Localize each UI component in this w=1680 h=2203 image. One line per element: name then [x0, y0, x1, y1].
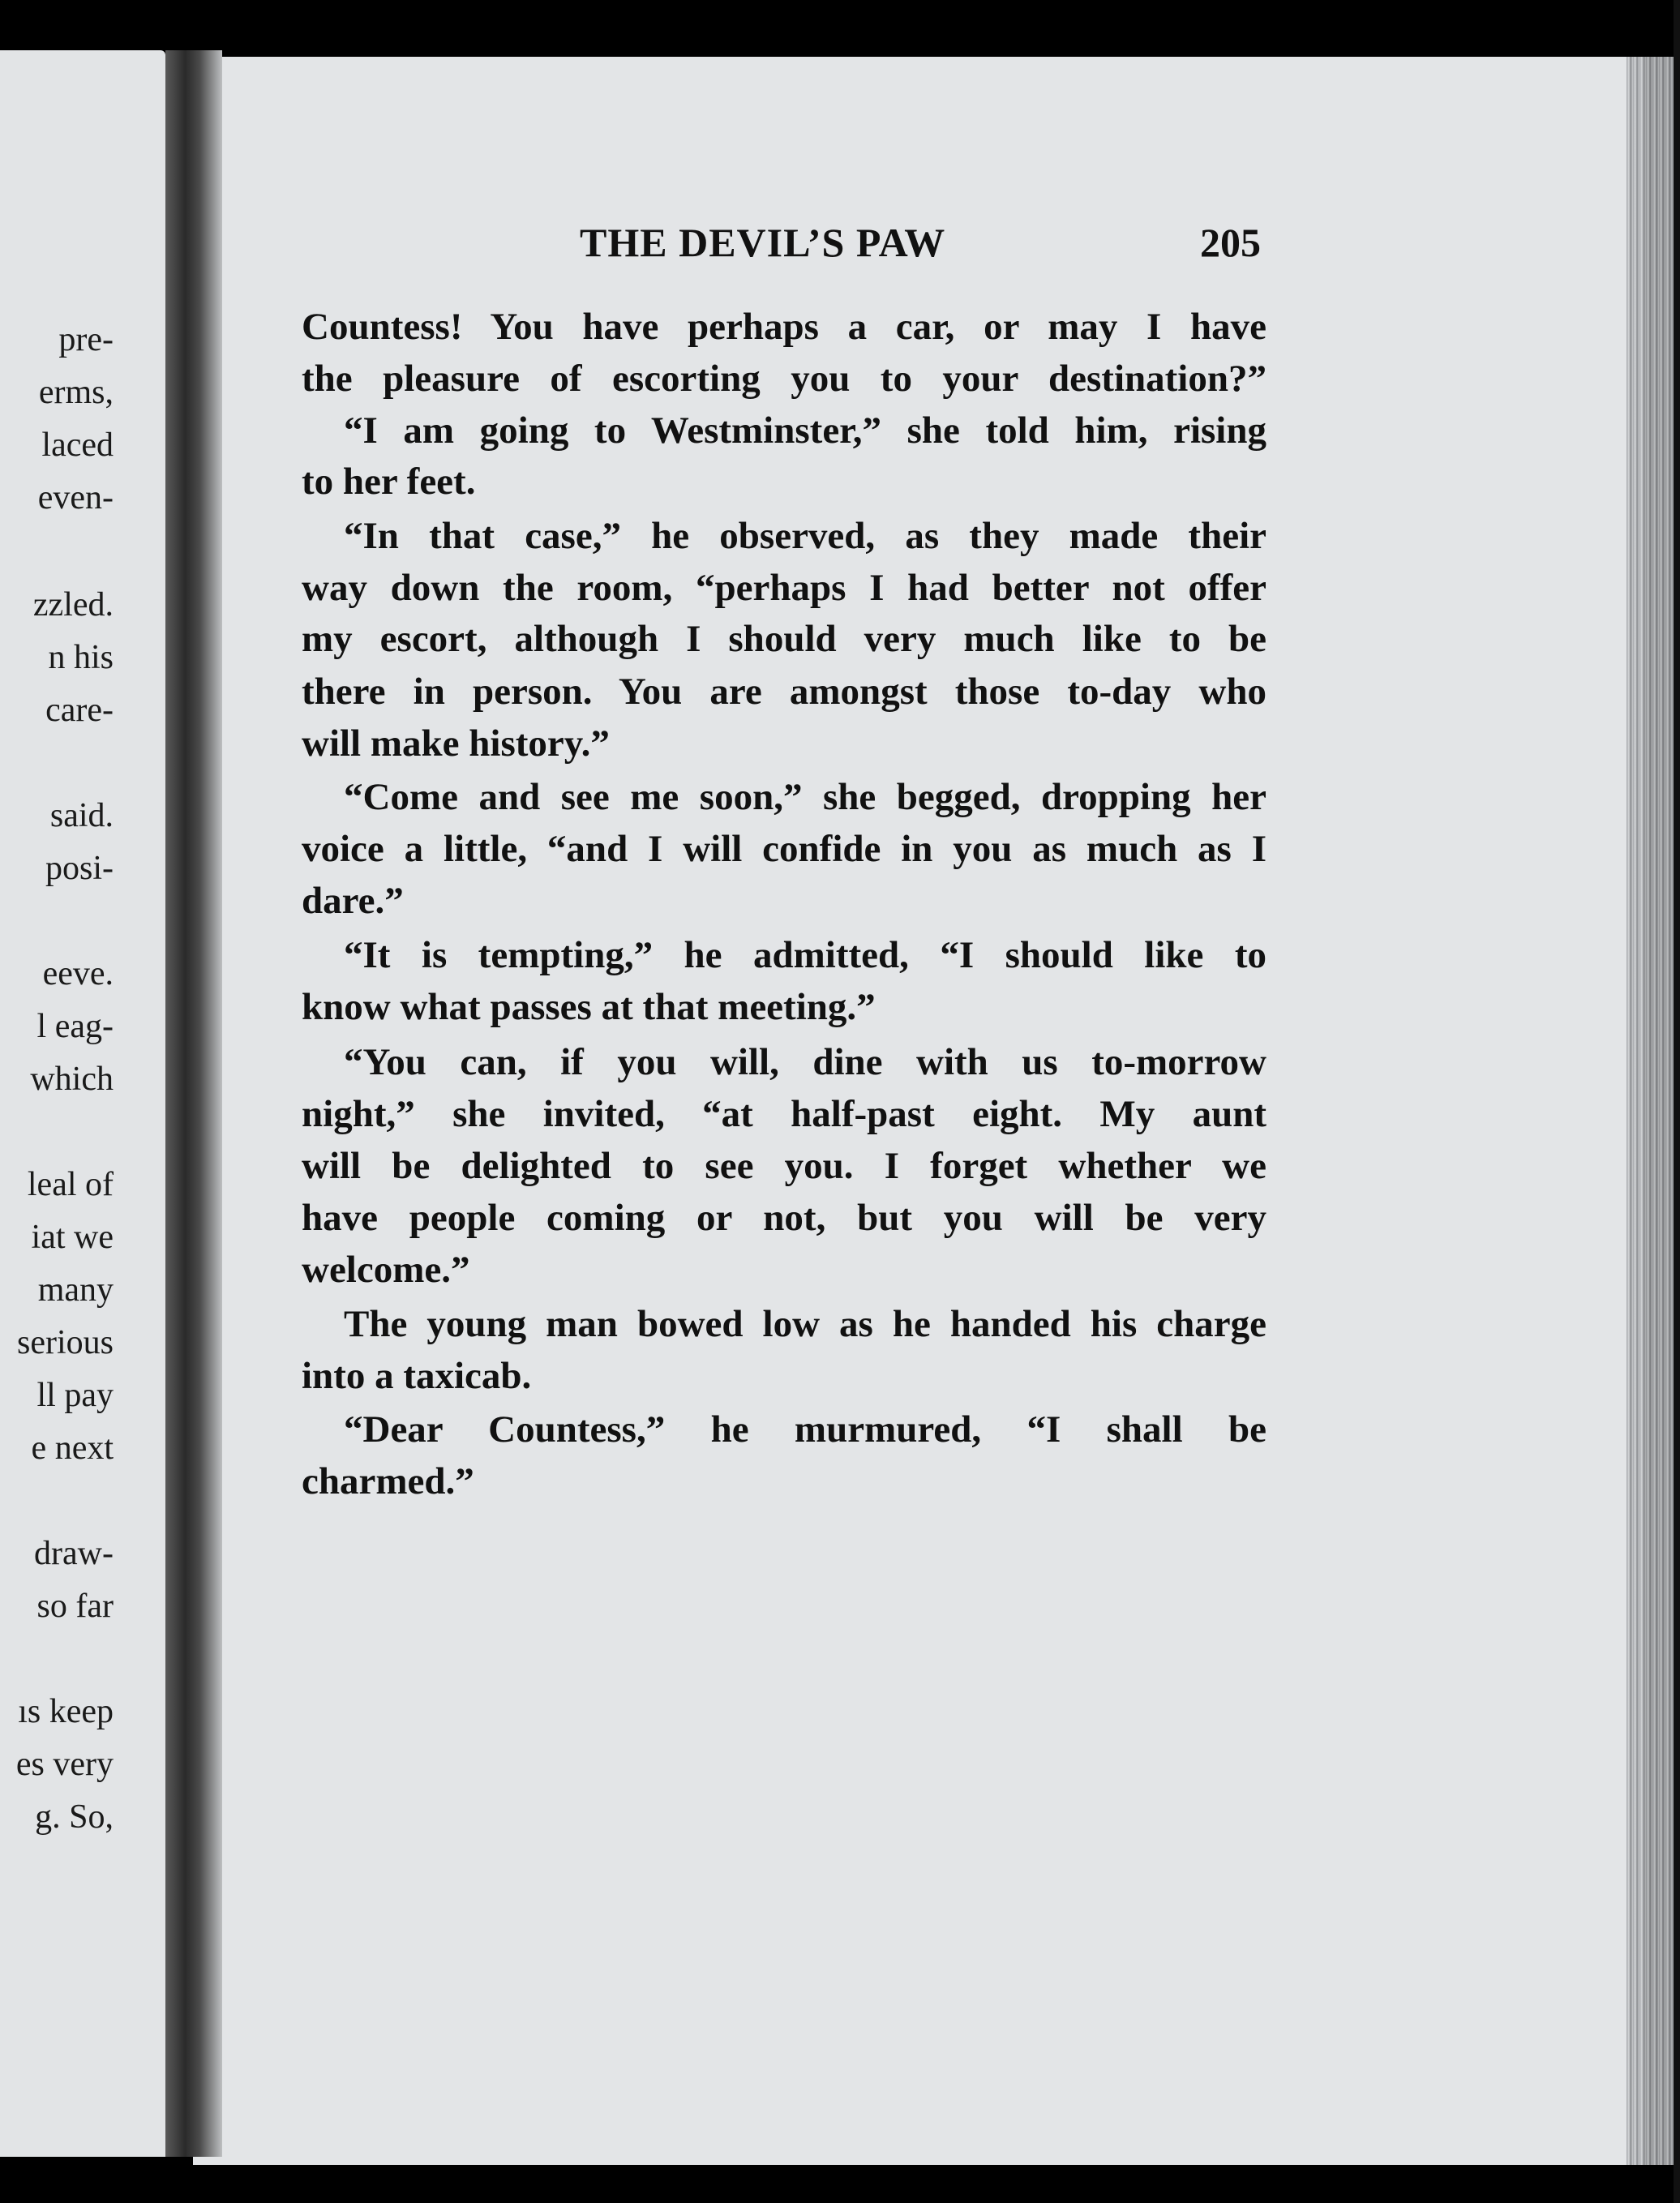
- previous-page-fragment: [0, 50, 165, 2157]
- text-line: way down the room, “perhaps I had better not offer: [302, 567, 1266, 609]
- text-line: “In that case,” he observed, as they made their: [344, 515, 1266, 557]
- previous-page-line: eeve.: [42, 955, 114, 992]
- previous-page-line: serious: [17, 1324, 114, 1361]
- text-line: “It is tempting,” he admitted, “I should like to: [344, 934, 1266, 976]
- text-line: to her feet.: [302, 461, 476, 503]
- scan-border: [1674, 0, 1680, 2203]
- previous-page-line: care-: [45, 692, 114, 729]
- text-line: “You can, if you will, dine with us to-morrow: [344, 1041, 1266, 1083]
- previous-page-line: n his: [48, 639, 114, 676]
- text-line: The young man bowed low as he handed his charge: [344, 1303, 1266, 1345]
- text-line: welcome.”: [302, 1249, 470, 1291]
- previous-page-line: laced: [41, 426, 114, 464]
- text-line: voice a little, “and I will confide in you as much as I: [302, 828, 1266, 870]
- text-line: “Dear Countess,” he murmured, “I shall be: [344, 1408, 1266, 1451]
- binding-gutter-shadow: [165, 50, 222, 2157]
- text-line: have people coming or not, but you will be very: [302, 1197, 1266, 1239]
- text-line: will make history.”: [302, 722, 610, 765]
- running-head: THE DEVIL’S PAW: [580, 220, 946, 265]
- previous-page-line: even-: [37, 479, 114, 516]
- previous-page-line: leal of: [27, 1166, 114, 1203]
- previous-page-line: many: [37, 1271, 114, 1309]
- previous-page-line: draw-: [34, 1535, 114, 1572]
- text-line: my escort, although I should very much like to be: [302, 618, 1266, 660]
- text-line: there in person. You are amongst those to-day who: [302, 671, 1266, 713]
- previous-page-line: zzled.: [32, 586, 114, 624]
- previous-page-line: so far: [36, 1588, 114, 1625]
- page-stack-edge: [1626, 57, 1680, 2165]
- text-line: “I am going to Westminster,” she told him, rising: [344, 409, 1266, 452]
- previous-page-line: ll pay: [36, 1377, 114, 1414]
- text-line: the pleasure of escorting you to your destination?”: [302, 358, 1266, 400]
- previous-page-line: es very: [15, 1746, 114, 1783]
- previous-page-line: erms,: [38, 374, 114, 411]
- previous-page-line: ıs keep: [18, 1693, 114, 1730]
- text-line: dare.”: [302, 880, 404, 922]
- previous-page-line: e next: [31, 1429, 114, 1467]
- text-line: will be delighted to see you. I forget whether we: [302, 1145, 1266, 1187]
- previous-page-line: said.: [49, 797, 114, 834]
- previous-page-line: l eag-: [36, 1008, 114, 1045]
- page-number: 205: [1200, 220, 1261, 265]
- previous-page-line: iat we: [31, 1219, 114, 1256]
- text-line: night,” she invited, “at half-past eight. My aunt: [302, 1093, 1266, 1135]
- previous-page-line: posi-: [45, 850, 114, 887]
- text-line: charmed.”: [302, 1460, 474, 1502]
- text-line: into a taxicab.: [302, 1355, 532, 1397]
- text-line: Countess! You have perhaps a car, or may I have: [302, 306, 1266, 348]
- previous-page-line: which: [30, 1061, 114, 1098]
- text-line: know what passes at that meeting.”: [302, 986, 876, 1028]
- previous-page-line: g. So,: [35, 1798, 114, 1836]
- previous-page-line: pre-: [58, 321, 114, 358]
- text-line: “Come and see me soon,” she begged, dropping her: [344, 776, 1266, 818]
